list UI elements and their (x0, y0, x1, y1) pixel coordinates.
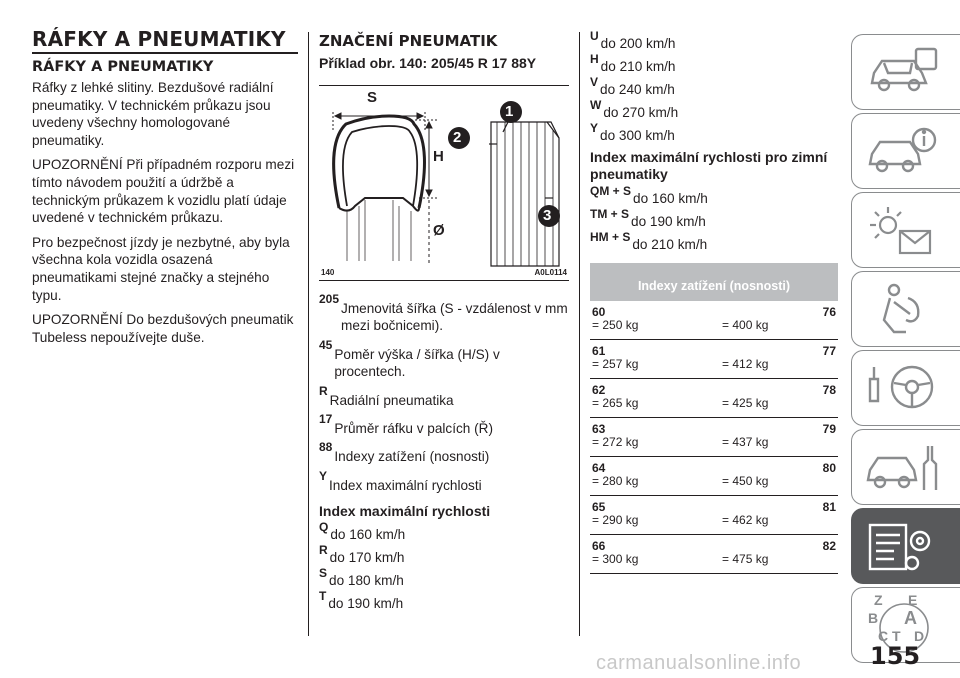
load-table-header: Indexy zatížení (nosnosti) (590, 263, 838, 301)
speed-code: Q (319, 520, 329, 535)
winter-speed-list (590, 185, 838, 253)
definition-item (319, 385, 569, 409)
marking-title: ZNAČENÍ PNEUMATIK (319, 32, 498, 50)
airbag-safety-icon (864, 280, 944, 340)
table-row (590, 535, 838, 574)
load-index-a: 65 (592, 500, 606, 514)
definition-text: Index maximální rychlosti (329, 477, 482, 493)
marking-example: Příklad obr. 140: 205/45 R 17 88Y (319, 55, 537, 71)
speed-index-title: Index maximální rychlosti (319, 503, 491, 520)
speed-code: H (590, 52, 599, 66)
speed-item (590, 53, 838, 75)
load-kg-b: = 462 kg (722, 513, 769, 527)
technical-data-icon (864, 517, 944, 577)
definition-text: Radiální pneumatika (329, 392, 454, 408)
title-rule (32, 52, 298, 54)
speed-code: U (590, 29, 599, 43)
definition-list (319, 293, 569, 494)
car-info-icon (864, 43, 944, 103)
table-row (590, 418, 838, 457)
winter-speed-code: HM + S (590, 230, 631, 244)
speed-code: W (590, 98, 602, 112)
tab-car-service[interactable] (851, 429, 960, 505)
table-row (590, 496, 838, 535)
load-index-b: 81 (822, 500, 836, 514)
load-kg-b: = 437 kg (722, 435, 769, 449)
winter-speed-text: do 160 km/h (633, 191, 708, 206)
paragraph: UPOZORNĚNÍ Při případném rozporu mezi tímto návodem použití a údržbě a technickým průkazem k vozidlu platí údaje uvedené v technickém průkazu. (32, 157, 295, 226)
figure-number: 140 (321, 268, 335, 277)
load-index-a: 60 (592, 305, 606, 319)
speed-index-list (319, 521, 569, 612)
load-kg-a: = 300 kg (592, 552, 639, 566)
definition-item (319, 441, 569, 465)
definition-code: Y (319, 468, 328, 483)
speed-text: do 300 km/h (600, 128, 675, 143)
definition-text: Poměr výška / šířka (H/S) v procentech. (334, 346, 500, 380)
load-kg-a: = 250 kg (592, 318, 639, 332)
column-speed-load (590, 30, 838, 574)
speed-code: V (590, 75, 599, 89)
speed-index-list-cont (590, 30, 838, 144)
speed-text: do 210 km/h (600, 59, 676, 74)
steering-wheel-icon (864, 359, 944, 419)
column-tyre-marking (319, 30, 569, 613)
speed-item (590, 30, 838, 52)
load-kg-b: = 450 kg (722, 474, 769, 488)
tyre-cross-section (334, 116, 425, 261)
speed-text: do 170 km/h (329, 550, 405, 566)
definition-item (319, 293, 569, 335)
speed-text: do 190 km/h (328, 596, 404, 612)
load-index-a: 64 (592, 461, 606, 475)
label-diameter: Ø (433, 222, 445, 239)
tab-car-info[interactable] (851, 34, 960, 110)
speed-code: T (319, 589, 327, 604)
speed-item (590, 99, 838, 121)
callout-1-label: 1 (505, 103, 514, 120)
definition-code: 88 (319, 440, 333, 455)
index-letter: D (914, 628, 925, 644)
section-title: RÁFKY A PNEUMATIKY (32, 27, 286, 51)
tyre-side-view (489, 120, 559, 266)
speed-text: do 180 km/h (329, 573, 404, 589)
load-kg-b: = 412 kg (722, 357, 769, 371)
load-kg-b: = 475 kg (722, 552, 769, 566)
winter-speed-item (590, 231, 838, 253)
definition-text: Indexy zatížení (nosnosti) (334, 449, 490, 465)
speed-text: do 270 km/h (603, 105, 679, 120)
winter-speed-title: Index maximální rychlosti pro zimní pneumatiky (590, 149, 828, 182)
paragraph: UPOZORNĚNÍ Do bezdušových pneumatik Tubeless nepoužívejte duše. (32, 312, 294, 345)
table-row (590, 457, 838, 496)
tab-warning-lights[interactable] (851, 192, 960, 268)
winter-speed-text: do 210 km/h (632, 237, 708, 252)
paragraph: Pro bezpečnost jízdy je nezbytné, aby byla všechna kola vozidla osazená pneumatikami stejné značky a stejného typu. (32, 234, 290, 303)
load-index-b: 82 (822, 539, 836, 553)
load-kg-a: = 290 kg (592, 513, 639, 527)
index-letter: E (908, 592, 918, 608)
index-letter: T (892, 628, 901, 644)
load-index-b: 77 (822, 344, 836, 358)
speed-item (319, 567, 569, 589)
column-divider (308, 32, 309, 636)
table-row (590, 340, 838, 379)
definition-item (319, 413, 569, 437)
winter-speed-code: TM + S (590, 207, 630, 221)
load-kg-a: = 280 kg (592, 474, 639, 488)
speed-item (590, 122, 838, 144)
chapter-tabs (851, 34, 960, 666)
load-kg-a: = 272 kg (592, 435, 639, 449)
definition-code: R (319, 383, 328, 398)
height-dimension (415, 120, 437, 266)
winter-speed-item (590, 208, 838, 230)
index-letter: A (904, 608, 917, 628)
section-subtitle: RÁFKY A PNEUMATIKY (32, 59, 214, 75)
speed-code: S (319, 566, 328, 581)
index-letter: B (868, 610, 879, 626)
load-kg-a: = 265 kg (592, 396, 639, 410)
watermark: carmanualsonline.info (596, 652, 802, 674)
definition-text: Jmenovitá šířka (S - vzdálenost v mm mezi bočnicemi). (341, 301, 568, 334)
speed-code: Y (590, 121, 599, 135)
speed-item (590, 76, 838, 98)
winter-speed-code: QM + S (590, 184, 632, 198)
load-index-b: 80 (822, 461, 836, 475)
column-rims-tyres (32, 27, 298, 353)
car-service-icon (864, 438, 944, 498)
table-row (590, 379, 838, 418)
definition-code: 205 (319, 292, 340, 306)
load-index-b: 78 (822, 383, 836, 397)
car-info-circle-icon (864, 122, 944, 182)
load-index-b: 79 (822, 422, 836, 436)
tab-steering-wheel[interactable] (851, 350, 960, 426)
definition-item (319, 470, 569, 494)
load-index-a: 62 (592, 383, 606, 397)
label-s: S (367, 89, 378, 106)
speed-item (319, 590, 569, 612)
tab-airbag-safety[interactable] (851, 271, 960, 347)
load-index-table (590, 263, 838, 574)
callout-3-label: 3 (543, 207, 552, 224)
load-kg-b: = 425 kg (722, 396, 769, 410)
load-index-b: 76 (822, 305, 836, 319)
definition-code: 45 (319, 337, 333, 352)
speed-item (319, 521, 569, 543)
definition-item (319, 339, 569, 381)
column-divider (579, 32, 580, 636)
load-kg-b: = 400 kg (722, 318, 769, 332)
paragraph: Ráfky z lehké slitiny. Bezdušové radiální pneumatiky. V technickém průkazu jsou uvedeny všechny homologované pneumatiky. (32, 80, 274, 148)
tyre-figure (319, 85, 569, 281)
winter-speed-item (590, 185, 838, 207)
warning-lights-icon (864, 201, 944, 261)
speed-item (319, 544, 569, 566)
load-index-a: 66 (592, 539, 606, 553)
load-kg-a: = 257 kg (592, 357, 639, 371)
index-letter: C (878, 628, 889, 644)
table-row (590, 301, 838, 340)
definition-code: 17 (319, 412, 333, 427)
tab-technical-data[interactable] (851, 508, 960, 584)
label-h: H (433, 148, 444, 165)
speed-text: do 160 km/h (330, 527, 406, 543)
load-index-a: 63 (592, 422, 606, 436)
page-number: 155 (870, 642, 921, 670)
figure-code: A0L0114 (534, 268, 567, 277)
winter-speed-text: do 190 km/h (631, 214, 706, 229)
callout-2-label: 2 (453, 129, 462, 146)
tyre-diagram (319, 86, 569, 282)
speed-text: do 240 km/h (600, 82, 675, 97)
load-index-a: 61 (592, 344, 606, 358)
speed-text: do 200 km/h (600, 36, 676, 51)
tab-car-info-circle[interactable] (851, 113, 960, 189)
index-letter: Z (874, 592, 883, 608)
definition-text: Průměr ráfku v palcích (Ř) (334, 421, 493, 437)
speed-code: R (319, 543, 328, 558)
